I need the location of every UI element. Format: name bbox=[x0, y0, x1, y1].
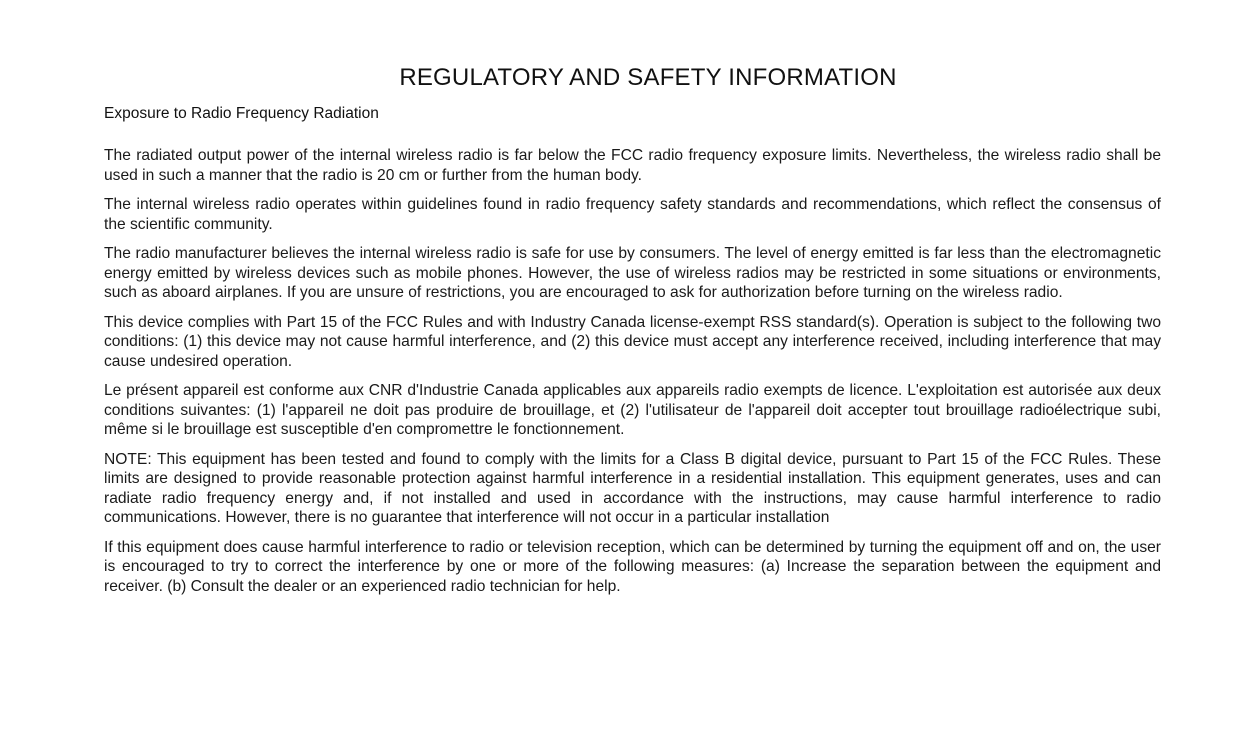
paragraph-fcc-compliance: This device complies with Part 15 of the FCC Rules and with Industry Canada license-exempt RSS standard(s). Operation is subject to the following two conditions: (1) this device may not cause harmful interference, and (2) this device must accept any interference received, including interference that may cause undesired operation. bbox=[104, 313, 1161, 370]
paragraph-safety-guidelines: The internal wireless radio operates within guidelines found in radio frequency safety standards and recommendations, which reflect the consensus of the scientific community. bbox=[104, 196, 1161, 233]
paragraph-interference-measures: If this equipment does cause harmful interference to radio or television reception, which can be determined by turning the equipment off and on, the user is encouraged to try to correct the interference by one or more of the following measures: (a) Increase the separation between the equipment and receiver. (b) Consult the dealer or an experienced radio technician for help. bbox=[104, 538, 1161, 595]
paragraph-class-b-note: NOTE: This equipment has been tested and found to comply with the limits for a Class B digital device, pursuant to Part 15 of the FCC Rules. These limits are designed to provide reasonable protection against harmful interference in a residential installation. This equipment generates, uses and can radiate radio frequency energy and, if not installed and used in accordance with the instructions, may cause harmful interference to radio communications. However, there is no guarantee that interference will not occur in a particular installation bbox=[104, 450, 1161, 526]
paragraph-consumer-safety: The radio manufacturer believes the internal wireless radio is safe for use by consumers. The level of energy emitted is far less than the electromagnetic energy emitted by wireless devices such as mobile phones. However, the use of wireless radios may be restricted in some situations or environments, such as aboard airplanes. If you are unsure of restrictions, you are encouraged to ask for authorization before turning on the wireless radio. bbox=[104, 245, 1161, 301]
body-text bbox=[104, 146, 1161, 606]
section-heading: Exposure to Radio Frequency Radiation bbox=[104, 105, 379, 122]
page-title: REGULATORY AND SAFETY INFORMATION bbox=[399, 64, 897, 91]
paragraph-rf-exposure: The radiated output power of the internal wireless radio is far below the FCC radio frequency exposure limits. Nevertheless, the wireless radio shall be used in such a manner that the radio is 20 cm or further from the human body. bbox=[104, 147, 1161, 184]
paragraph-canada-compliance-fr: Le présent appareil est conforme aux CNR d'Industrie Canada applicables aux appareils radio exempts de licence. L'exploitation est autorisée aux deux conditions suivantes: (1) l'appareil ne doit pas produire de brouillage, et (2) l'utilisateur de l'appareil doit accepter tout brouillage radioélectrique subi, même si le brouillage est susceptible d'en compromettre le fonctionnement. bbox=[104, 382, 1161, 438]
